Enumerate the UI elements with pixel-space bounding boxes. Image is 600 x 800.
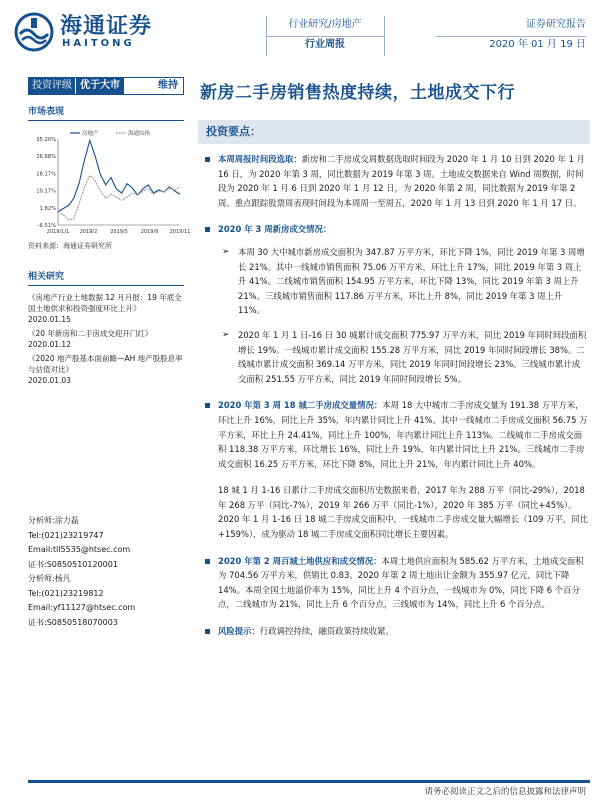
x-tick-label: 2019/5 [110,229,128,235]
related-item-title[interactable]: 《房地产行业土地数据 12 月月报：19 年底全国土地供求和投资强度环比上升》 [28,293,182,313]
footer-disclaimer[interactable]: 请务必阅读正文之后的信息披露和法律声明 [424,787,586,797]
y-tick-label: 10.17% [36,188,56,195]
related-item-date: 2020.01.03 [28,376,71,385]
related-heading: 相关研究 [28,269,184,286]
sub-bullet-cumulative: ➢ 2020 年 1 月 1 日-16 日 30 城累计成交面积 775.97 万平方米，同比 2019 年同时间段面积增长 19%。一线城市累计成交面积 155.28 万平方米，同比 2019 年同时间段增长 38%。二线城市累计成交面积 369.14 万平方米，同比 2019 年同时间段增长 23%。三线城市累计成交面积 251.55 万平方米，同比 2019 年同时间段增长 5%。 [198,328,588,386]
y-tick-label: 26.68% [36,154,56,161]
header-divider [384,16,385,56]
logo-chinese-name: 海通证券 [60,13,153,39]
legend-label: 房地产 [82,131,99,137]
second-hand-history: 18 城 1 月 1-16 日累计二手房成交面积历史数据来看，2017 年为 288 万平（同比-29%），2018 年 268 万平（同比-7%），2019 年 266 万平（同比-1%），2020 年 385 万平（同比+45%）。2020 年 1 月 1-16 日 18 城二手房成交面积中，一线城市二手房成交量大幅增长（109 万平，同比+159%），成为驱动 18 城二手房成交面积同比增长主要因素。 [218,485,588,540]
bullet-second-hand [198,398,588,471]
report-type: 行业周报 [305,39,345,50]
haitong-logo-icon [14,12,54,52]
y-tick-label: 18.17% [36,171,56,178]
market-chart-svg [28,127,191,239]
bullet-text: 新房和二手房成交周数据选取时间段为 2020 年 1 月 10 日到 2020 年 1 月 16 日，为 2020 年第 3 周，同比数据为 2019 年第 3 周。土地成交数据来自 Wind 周数据，时间段为 2020 年 1 月 6 日到 2020 年 1 月 12 日，为 2020 年第 2 周，同比数据为 2019 年第 2 周。重点跟踪股票周表现时间段为本周周一至周五，2020 年 1 月 13 日到 2020 年 1 月 17 日。 [218,154,585,208]
report-brand-block [436,18,586,52]
y-tick-label: 1.82% [39,205,56,212]
related-item[interactable] [28,353,184,386]
report-date: 2020 年 01 月 19 日 [489,39,586,50]
y-tick-label: -6.51% [37,223,56,229]
y-tick-label: 35.20% [36,137,56,143]
series-line-haitong-index [58,176,180,220]
analyst-license: 证书:S0850510120001 [28,559,118,569]
brand-label: 证券研究报告 [526,19,586,30]
bullet-land [198,554,588,612]
x-tick-label: 2019/2 [79,229,98,235]
investment-rating [28,77,184,95]
left-sidebar [28,104,191,389]
analyst-email[interactable]: Email:tll5535@htsec.com [28,545,131,554]
x-tick-label: 2019/8 [140,229,159,235]
rating-value: 优于大市 [75,78,124,94]
report-category-block [266,18,384,52]
report-body [198,152,588,651]
bullet-new-homes [198,222,588,237]
legend-label: 海通综指 [128,131,151,137]
chart-source: 资料来源：海通证券研究所 [28,242,112,250]
bullet-lead: 风险提示： [218,626,260,637]
analyst-license: 证书:S0850518070003 [28,617,118,627]
related-item-title[interactable]: 《20 年新房和二手房成交迎开门红》 [28,329,153,338]
bullet-text: 本周土地供应面积为 585.62 万平方米，土地成交面积为 704.56 万平方米，供销比 0.83。2020 年第 2 周土地出让金额为 355.97 亿元，同比下降 14%。本周全国土地溢价率为 15%，同比上升 4 个百分点，一线城市为 0%，同比下降 6 个百分点，二线城市为 21%，同比上升 6 个百分点，三线城市为 14%，同比上升 6 个百分点。 [218,555,584,610]
analyst-tel: Tel:(021)23219747 [28,530,104,540]
x-tick-label: 2019/11 [169,229,191,235]
report-title: 新房二手房销售热度持续，土地成交下行 [200,83,515,103]
x-tick-label: 2019/1/1 [46,229,70,235]
company-logo [14,12,152,52]
series-line-real-estate [58,140,180,211]
footer-bar [28,780,590,783]
related-item-date: 2020.01.12 [28,340,71,349]
bullet-lead: 本周周报时间段选取： [218,154,302,164]
analyst-email[interactable]: Email:yf11127@htsec.com [28,603,136,612]
related-research-list [28,292,184,386]
related-item-date: 2020.01.15 [28,315,71,324]
bullet-text: 行政调控持续，融资政策持续收紧。 [259,626,394,637]
report-header [0,0,600,66]
related-item-title[interactable]: 《2020 地产股基本面前瞻—AH 地产股股息率与估值对比》 [28,354,183,374]
analyst-name: 分析师:杨凡 [28,574,71,583]
bullet-period [198,152,588,210]
analyst-contacts [28,514,184,630]
analyst-tel: Tel:(021)23219812 [28,588,104,598]
bullet-lead: 2020 年第 2 周百城土地供应和成交情况： [218,555,382,566]
bullet-risk [198,624,588,639]
page-footer [0,780,600,800]
market-performance-chart [28,127,191,239]
market-heading: 市场表现 [28,104,184,121]
logo-english-name: HAITONG [62,38,135,49]
bullet-lead: 2020 年 3 周新房成交情况： [218,224,332,235]
key-points-heading: 投资要点： [198,120,590,144]
sub-bullet-weekly: ➢ 本周 30 大中城市新房成交面积为 347.87 万平方米，环比下降 1%，同比 2019 年第 3 周增长 21%。其中一线城市销售面积 75.06 万平方米，环比上升 17%，同比 2019 年第 3 周上升 41%。二线城市销售面积 154.95 万平方米，环比下降 13%，同比 2019 年第 3 周上升 21%。三线城市销售面积 117.86 万平方米，环比上升 8%，同比 2019 年第 3 周上升 11%。 [198,245,588,318]
bullet-text: 本周 18 大中城市二手房成交量为 191.38 万平方米，环比上升 16%，同比上升 35%，年内累计同比上升 41%。其中一线城市二手房成交面积 56.75 万平方米，环比上升 24.41%，同比上升 100%，年内累计同比上升 113%。二线城市二手房成交面积 118.38 万平方米，环比增长 16%，同比上升 19%，年内累计同比上升 21%。三线城市二手房成交面积 16.25 万平方米，环比下降 8%，同比上升 21%，年内累计同比上升 40%。 [218,400,588,469]
bullet-lead: 2020 年第 3 周 18 城二手房成交量情况： [218,400,383,411]
analyst-name: 分析师:涂力磊 [28,516,79,525]
report-category: 行业研究/房地产 [288,19,362,30]
related-item[interactable] [28,328,184,350]
rating-label: 投资评级 [29,78,75,94]
related-item[interactable] [28,292,184,325]
rating-status: 维持 [158,80,178,91]
